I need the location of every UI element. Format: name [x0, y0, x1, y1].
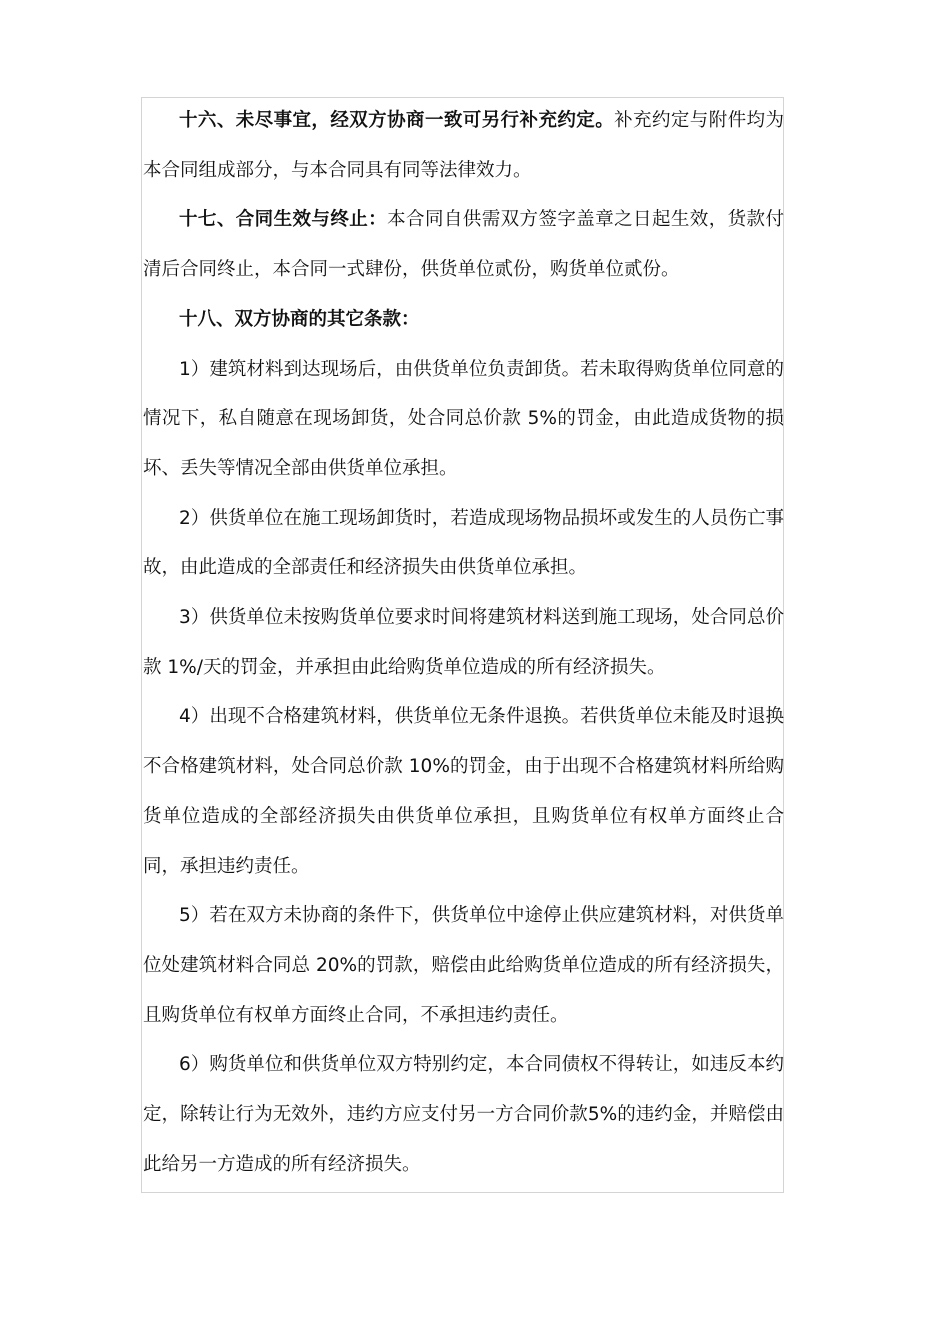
- clause-16-heading: 十六、未尽事宜，经双方协商一致可另行补充约定。: [179, 110, 615, 131]
- clause-18-heading: 十八、双方协商的其它条款：: [179, 308, 420, 330]
- clause-18-item-1-text: 1）建筑材料到达现场后，由供货单位负责卸货。若未取得购货单位同意的情况下，私自随意在现场卸货，处合同总价款 5%的罚金，由此造成货物的损坏、丢失等情况全部由供货单位承担。: [143, 358, 784, 479]
- clause-18-item-3: [143, 593, 784, 692]
- clause-18-item-3-text: 3）供货单位未按购货单位要求时间将建筑材料送到施工现场，处合同总价款 1%/天的罚金，并承担由此给购货单位造成的所有经济损失。: [143, 607, 784, 678]
- clause-18-item-5-text: 5）若在双方未协商的条件下，供货单位中途停止供应建筑材料，对供货单位处建筑材料合同总 20%的罚款，赔偿由此给购货单位造成的所有经济损失，且购货单位有权单方面终止合同，不承担违约责任。: [143, 905, 784, 1026]
- clause-17-heading: 十七、合同生效与终止：: [179, 209, 388, 231]
- clause-16-text: 补充约定与附件均为本合同组成部分，与本合同具有同等法律效力。: [143, 110, 784, 181]
- clause-18-item-6-text: 6）购货单位和供货单位双方特别约定，本合同债权不得转让，如违反本约定，除转让行为无效外，违约方应支付另一方合同价款5%的违约金，并赔偿由此给另一方造成的所有经济损失。: [143, 1054, 784, 1175]
- clause-18-item-2-text: 2）供货单位在施工现场卸货时，若造成现场物品损坏或发生的人员伤亡事故，由此造成的全部责任和经济损失由供货单位承担。: [143, 507, 784, 579]
- contract-clauses: [143, 96, 784, 1189]
- clause-18-item-4-text: 4）出现不合格建筑材料，供货单位无条件退换。若供货单位未能及时退换不合格建筑材料，处合同总价款 10%的罚金，由于出现不合格建筑材料所给购货单位造成的全部经济损失由供货单位承担，且购货单位有权单方面终止合同，承担违约责任。: [143, 706, 784, 877]
- clause-17: [143, 195, 784, 294]
- clause-16: [143, 96, 784, 195]
- clause-18-item-2: [143, 494, 784, 593]
- clause-17-text: 本合同自供需双方签字盖章之日起生效，货款付清后合同终止，本合同一式肆份，供货单位贰份，购货单位贰份。: [143, 209, 784, 281]
- clause-18-item-4: [143, 692, 784, 891]
- clause-18-item-1: [143, 345, 784, 494]
- clause-18-item-6: [143, 1040, 784, 1189]
- clause-18-item-5: [143, 891, 784, 1040]
- clause-18: [143, 295, 784, 345]
